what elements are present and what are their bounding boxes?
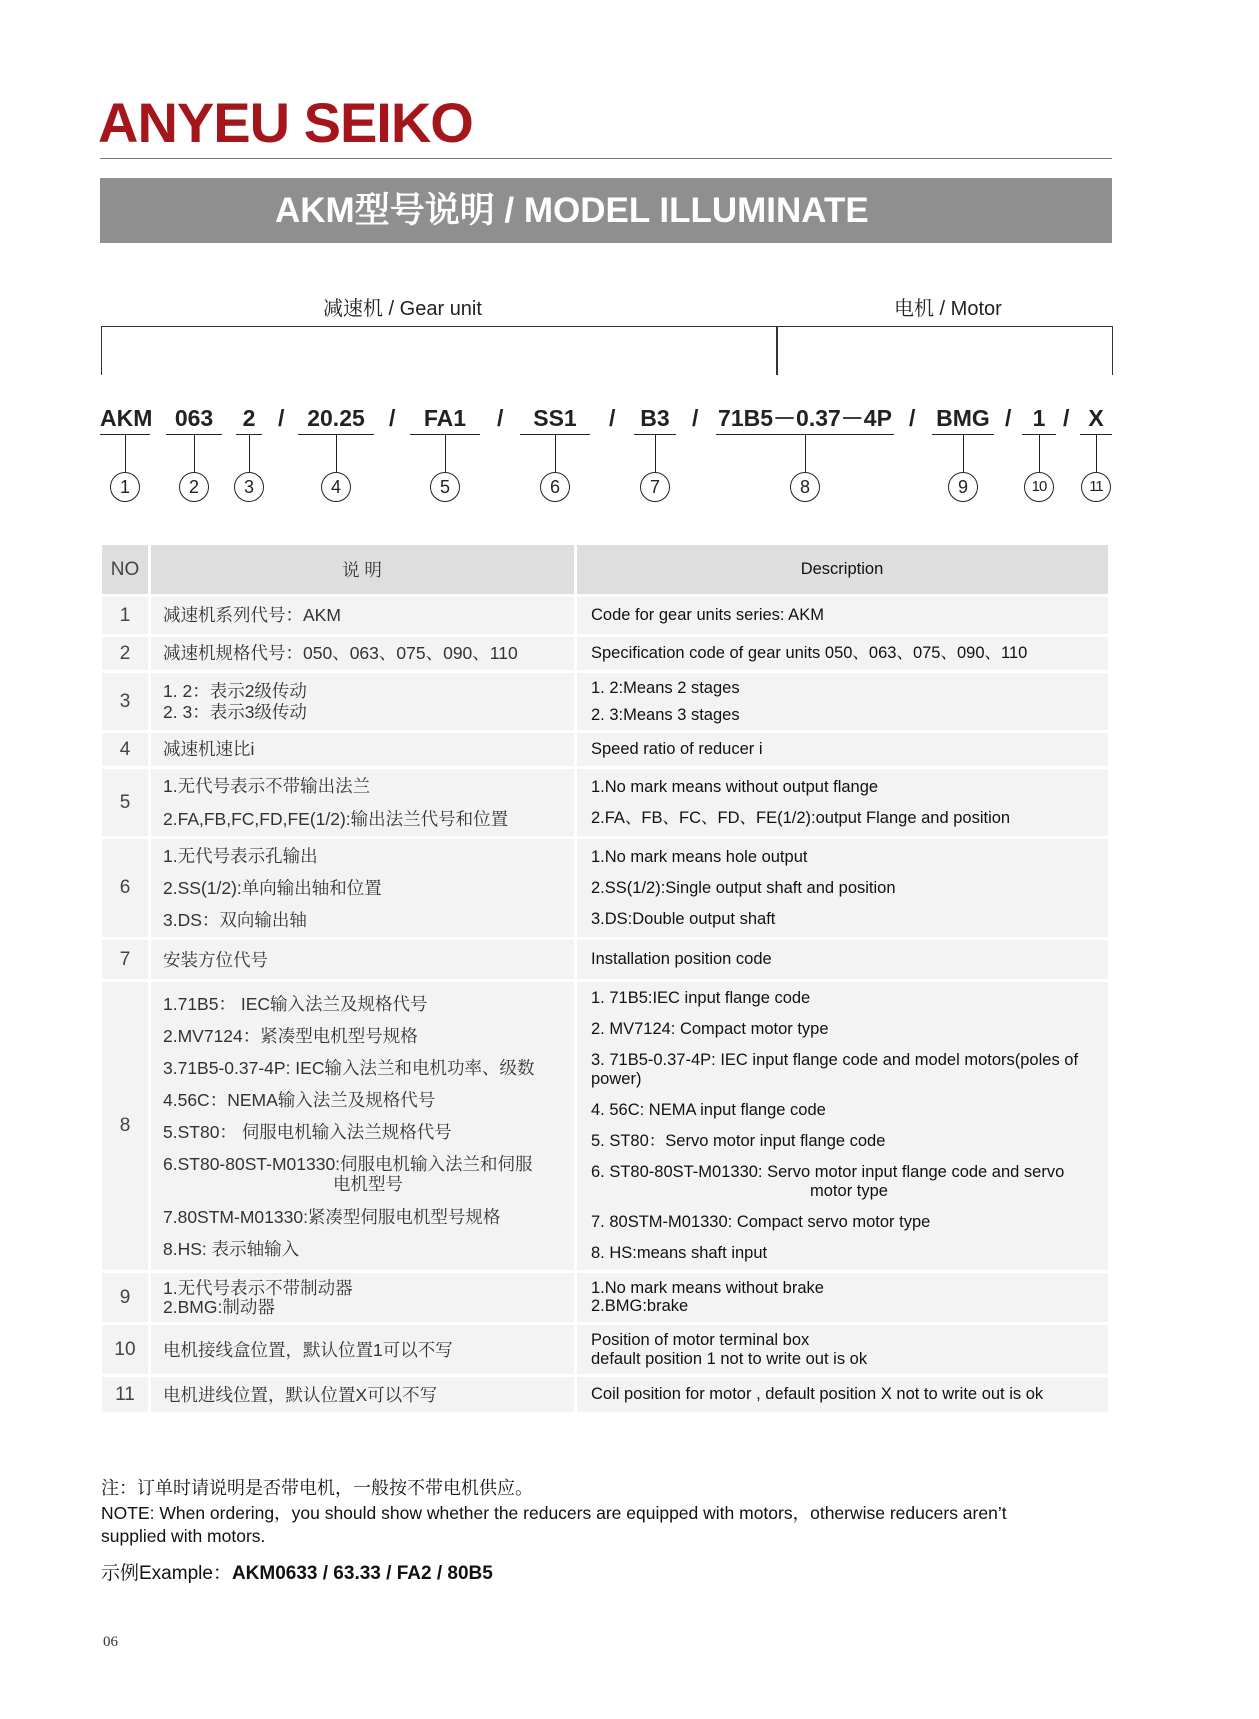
- row-number: 4: [102, 733, 151, 769]
- code-segment: 1: [1022, 404, 1056, 435]
- description-line: 2.SS(1/2):单向输出轴和位置: [163, 878, 382, 899]
- row-number: 9: [102, 1273, 151, 1325]
- table-row: [102, 769, 1111, 839]
- code-segment: FA1: [410, 404, 480, 435]
- code-separator: /: [909, 405, 916, 431]
- note-en-line1: NOTE: When ordering，you should show whether the reducers are equipped with motors，otherwise reducers aren’t: [101, 1503, 1007, 1523]
- code-number-marker: 3: [234, 472, 264, 502]
- code-separator: /: [609, 405, 616, 431]
- description-line: 1. 2:Means 2 stages: [591, 678, 740, 697]
- code-leader-line: [805, 434, 806, 472]
- code-segment: AKM: [100, 404, 150, 435]
- description-line: motor type: [810, 1182, 888, 1201]
- description-line: 2.FA,FB,FC,FD,FE(1/2):输出法兰代号和位置: [163, 808, 509, 829]
- description-line: 8. HS:means shaft input: [591, 1244, 768, 1263]
- code-separator: /: [389, 405, 396, 431]
- row-description-en: [577, 733, 1111, 769]
- description-line: 3.DS：双向输出轴: [163, 910, 307, 931]
- code-number-marker: 6: [540, 472, 570, 502]
- description-line: 2.BMG:制动器: [163, 1296, 275, 1317]
- row-description-en: [577, 1325, 1111, 1377]
- description-line: 7.80STM-M01330:紧凑型伺服电机型号规格: [163, 1206, 501, 1227]
- row-number: 11: [102, 1377, 151, 1415]
- gear-unit-label: 减速机 / Gear unit: [323, 298, 482, 320]
- row-description-en: [577, 1273, 1111, 1325]
- row-description-cn: [151, 673, 577, 733]
- table-row: [102, 940, 1111, 982]
- description-line: 2. 3:Means 3 stages: [591, 705, 740, 724]
- description-line: 3. 71B5-0.37-4P: IEC input flange code and model motors(poles of: [591, 1051, 1079, 1070]
- description-line: 电机型号: [333, 1174, 403, 1195]
- code-leader-line: [125, 434, 126, 472]
- code-number-marker: 11: [1081, 472, 1111, 502]
- description-line: 2.FA、FB、FC、FD、FE(1/2):output Flange and position: [591, 808, 1011, 827]
- code-separator: /: [1063, 405, 1070, 431]
- description-line: Coil position for motor , default position X not to write out is ok: [591, 1385, 1044, 1404]
- table-row: [102, 597, 1111, 637]
- row-description-cn: [151, 637, 577, 673]
- model-spec-table: [102, 545, 1111, 1415]
- code-segment: 20.25: [298, 404, 374, 435]
- code-segment: 063: [166, 404, 222, 435]
- row-description-cn: [151, 940, 577, 982]
- description-line: 1.无代号表示不带输出法兰: [163, 776, 371, 797]
- row-number: 2: [102, 637, 151, 673]
- example-value: AKM0633 / 63.33 / FA2 / 80B5: [231, 1563, 493, 1584]
- code-number-marker: 1: [110, 472, 140, 502]
- description-line: 减速机规格代号：050、063、075、090、110: [163, 643, 518, 664]
- description-line: 3.DS:Double output shaft: [591, 909, 776, 928]
- row-description-en: [577, 637, 1111, 673]
- description-line: Speed ratio of reducer i: [591, 740, 763, 759]
- description-line: 2.SS(1/2):Single output shaft and position: [591, 878, 896, 897]
- row-number: 5: [102, 769, 151, 839]
- description-line: 1.71B5： IEC输入法兰及规格代号: [163, 993, 428, 1014]
- page-title-banner: AKM型号说明 / MODEL ILLUMINATE: [100, 178, 1112, 243]
- table-header-row: [102, 545, 1111, 597]
- row-description-cn: [151, 839, 577, 940]
- description-line: 6.ST80-80ST-M01330:伺服电机输入法兰和伺服: [163, 1154, 533, 1175]
- code-leader-line: [555, 434, 556, 472]
- description-line: 1. 2：表示2级传动: [163, 681, 307, 702]
- description-line: 4. 56C: NEMA input flange code: [591, 1101, 826, 1120]
- code-separator: /: [278, 405, 285, 431]
- row-description-cn: [151, 597, 577, 637]
- description-line: 1.No mark means without output flange: [591, 777, 879, 796]
- row-number: 7: [102, 940, 151, 982]
- code-number-marker: 4: [321, 472, 351, 502]
- table-row: [102, 982, 1111, 1273]
- code-leader-line: [655, 434, 656, 472]
- code-segment: B3: [634, 404, 676, 435]
- description-line: 4.56C：NEMA输入法兰及规格代号: [163, 1090, 436, 1111]
- row-description-cn: [151, 733, 577, 769]
- row-description-cn: [151, 769, 577, 839]
- code-leader-line: [194, 434, 195, 472]
- description-line: Code for gear units series: AKM: [591, 606, 824, 625]
- example-label: 示例Example：: [101, 1563, 232, 1584]
- code-segment: BMG: [932, 404, 994, 435]
- code-segment: 2: [236, 404, 262, 435]
- table-row: [102, 839, 1111, 940]
- description-line: 8.HS: 表示轴输入: [163, 1238, 300, 1259]
- table-row: [102, 1273, 1111, 1325]
- note-cn: 注：订单时请说明是否带电机，一般按不带电机供应。: [101, 1478, 533, 1498]
- description-line: 1.无代号表示孔输出: [163, 846, 318, 866]
- description-line: 3.71B5-0.37-4P: IEC输入法兰和电机功率、级数: [163, 1057, 535, 1078]
- description-line: 电机进线位置，默认位置X可以不写: [163, 1384, 438, 1405]
- brand-divider: [100, 158, 1112, 159]
- table-row: [102, 1325, 1111, 1377]
- description-line: Installation position code: [591, 950, 772, 969]
- row-number: 10: [102, 1325, 151, 1377]
- code-leader-line: [1039, 434, 1040, 472]
- code-separator: /: [692, 405, 699, 431]
- header-cn: 说 明: [151, 545, 577, 597]
- description-line: 6. ST80-80ST-M01330: Servo motor input flange code and servo: [591, 1163, 1065, 1182]
- row-description-en: [577, 940, 1111, 982]
- description-line: power): [591, 1070, 642, 1089]
- code-leader-line: [445, 434, 446, 472]
- code-number-marker: 5: [430, 472, 460, 502]
- code-number-marker: 2: [179, 472, 209, 502]
- row-number: 6: [102, 839, 151, 940]
- description-line: 2.MV7124：紧凑型电机型号规格: [163, 1025, 418, 1046]
- description-line: 5.ST80： 伺服电机输入法兰规格代号: [163, 1122, 452, 1143]
- row-description-en: [577, 839, 1111, 940]
- motor-bracket: [776, 326, 1113, 375]
- description-line: 1.No mark means hole output: [591, 847, 808, 866]
- row-description-cn: [151, 1273, 577, 1325]
- code-separator: /: [1005, 405, 1012, 431]
- description-line: 1.No mark means without brake: [591, 1279, 824, 1298]
- description-line: 安装方位代号: [163, 949, 268, 970]
- description-line: Specification code of gear units 050、063、075、090、110: [591, 644, 1028, 663]
- description-line: 7. 80STM-M01330: Compact servo motor type: [591, 1213, 931, 1232]
- description-line: 2. 3：表示3级传动: [163, 701, 307, 722]
- row-number: 8: [102, 982, 151, 1273]
- brand-logo: ANYEU SEIKO: [98, 91, 473, 154]
- code-leader-line: [336, 434, 337, 472]
- table-row: [102, 1377, 1111, 1415]
- row-description-cn: [151, 1325, 577, 1377]
- row-number: 3: [102, 673, 151, 733]
- row-description-en: [577, 982, 1111, 1273]
- code-leader-line: [1096, 434, 1097, 472]
- description-line: 5. ST80：Servo motor input flange code: [591, 1132, 886, 1151]
- header-no: NO: [102, 545, 151, 597]
- description-line: default position 1 not to write out is ok: [591, 1349, 868, 1368]
- example-line: [101, 1558, 493, 1585]
- motor-label: 电机 / Motor: [894, 298, 1002, 320]
- code-leader-line: [963, 434, 964, 472]
- description-line: 2.BMG:brake: [591, 1296, 689, 1315]
- description-line: Position of motor terminal box: [591, 1330, 810, 1349]
- code-segment: 71B5－0.37－4P: [716, 404, 894, 435]
- description-line: 2. MV7124: Compact motor type: [591, 1020, 829, 1039]
- row-description-en: [577, 1377, 1111, 1415]
- table-row: [102, 637, 1111, 673]
- row-description-cn: [151, 1377, 577, 1415]
- code-leader-line: [249, 434, 250, 472]
- row-description-en: [577, 673, 1111, 733]
- description-line: 减速机速比i: [163, 739, 255, 760]
- table-row: [102, 733, 1111, 769]
- description-line: 减速机系列代号：AKM: [163, 605, 341, 626]
- description-line: 电机接线盒位置，默认位置1可以不写: [163, 1339, 453, 1360]
- table-row: [102, 673, 1111, 733]
- code-segment: SS1: [520, 404, 590, 435]
- code-number-marker: 10: [1024, 472, 1054, 502]
- code-number-marker: 9: [948, 472, 978, 502]
- row-description-cn: [151, 982, 577, 1273]
- header-description: Description: [577, 545, 1111, 597]
- note-en-line2: supplied with motors.: [101, 1526, 266, 1546]
- description-line: 1.无代号表示不带制动器: [163, 1278, 353, 1299]
- code-segment: X: [1080, 404, 1112, 435]
- code-number-marker: 8: [790, 472, 820, 502]
- description-line: 1. 71B5:IEC input flange code: [591, 989, 811, 1008]
- row-number: 1: [102, 597, 151, 637]
- page-number: 06: [103, 1634, 118, 1650]
- code-number-marker: 7: [640, 472, 670, 502]
- gear-unit-bracket: [101, 326, 778, 375]
- code-separator: /: [497, 405, 504, 431]
- row-description-en: [577, 769, 1111, 839]
- row-description-en: [577, 597, 1111, 637]
